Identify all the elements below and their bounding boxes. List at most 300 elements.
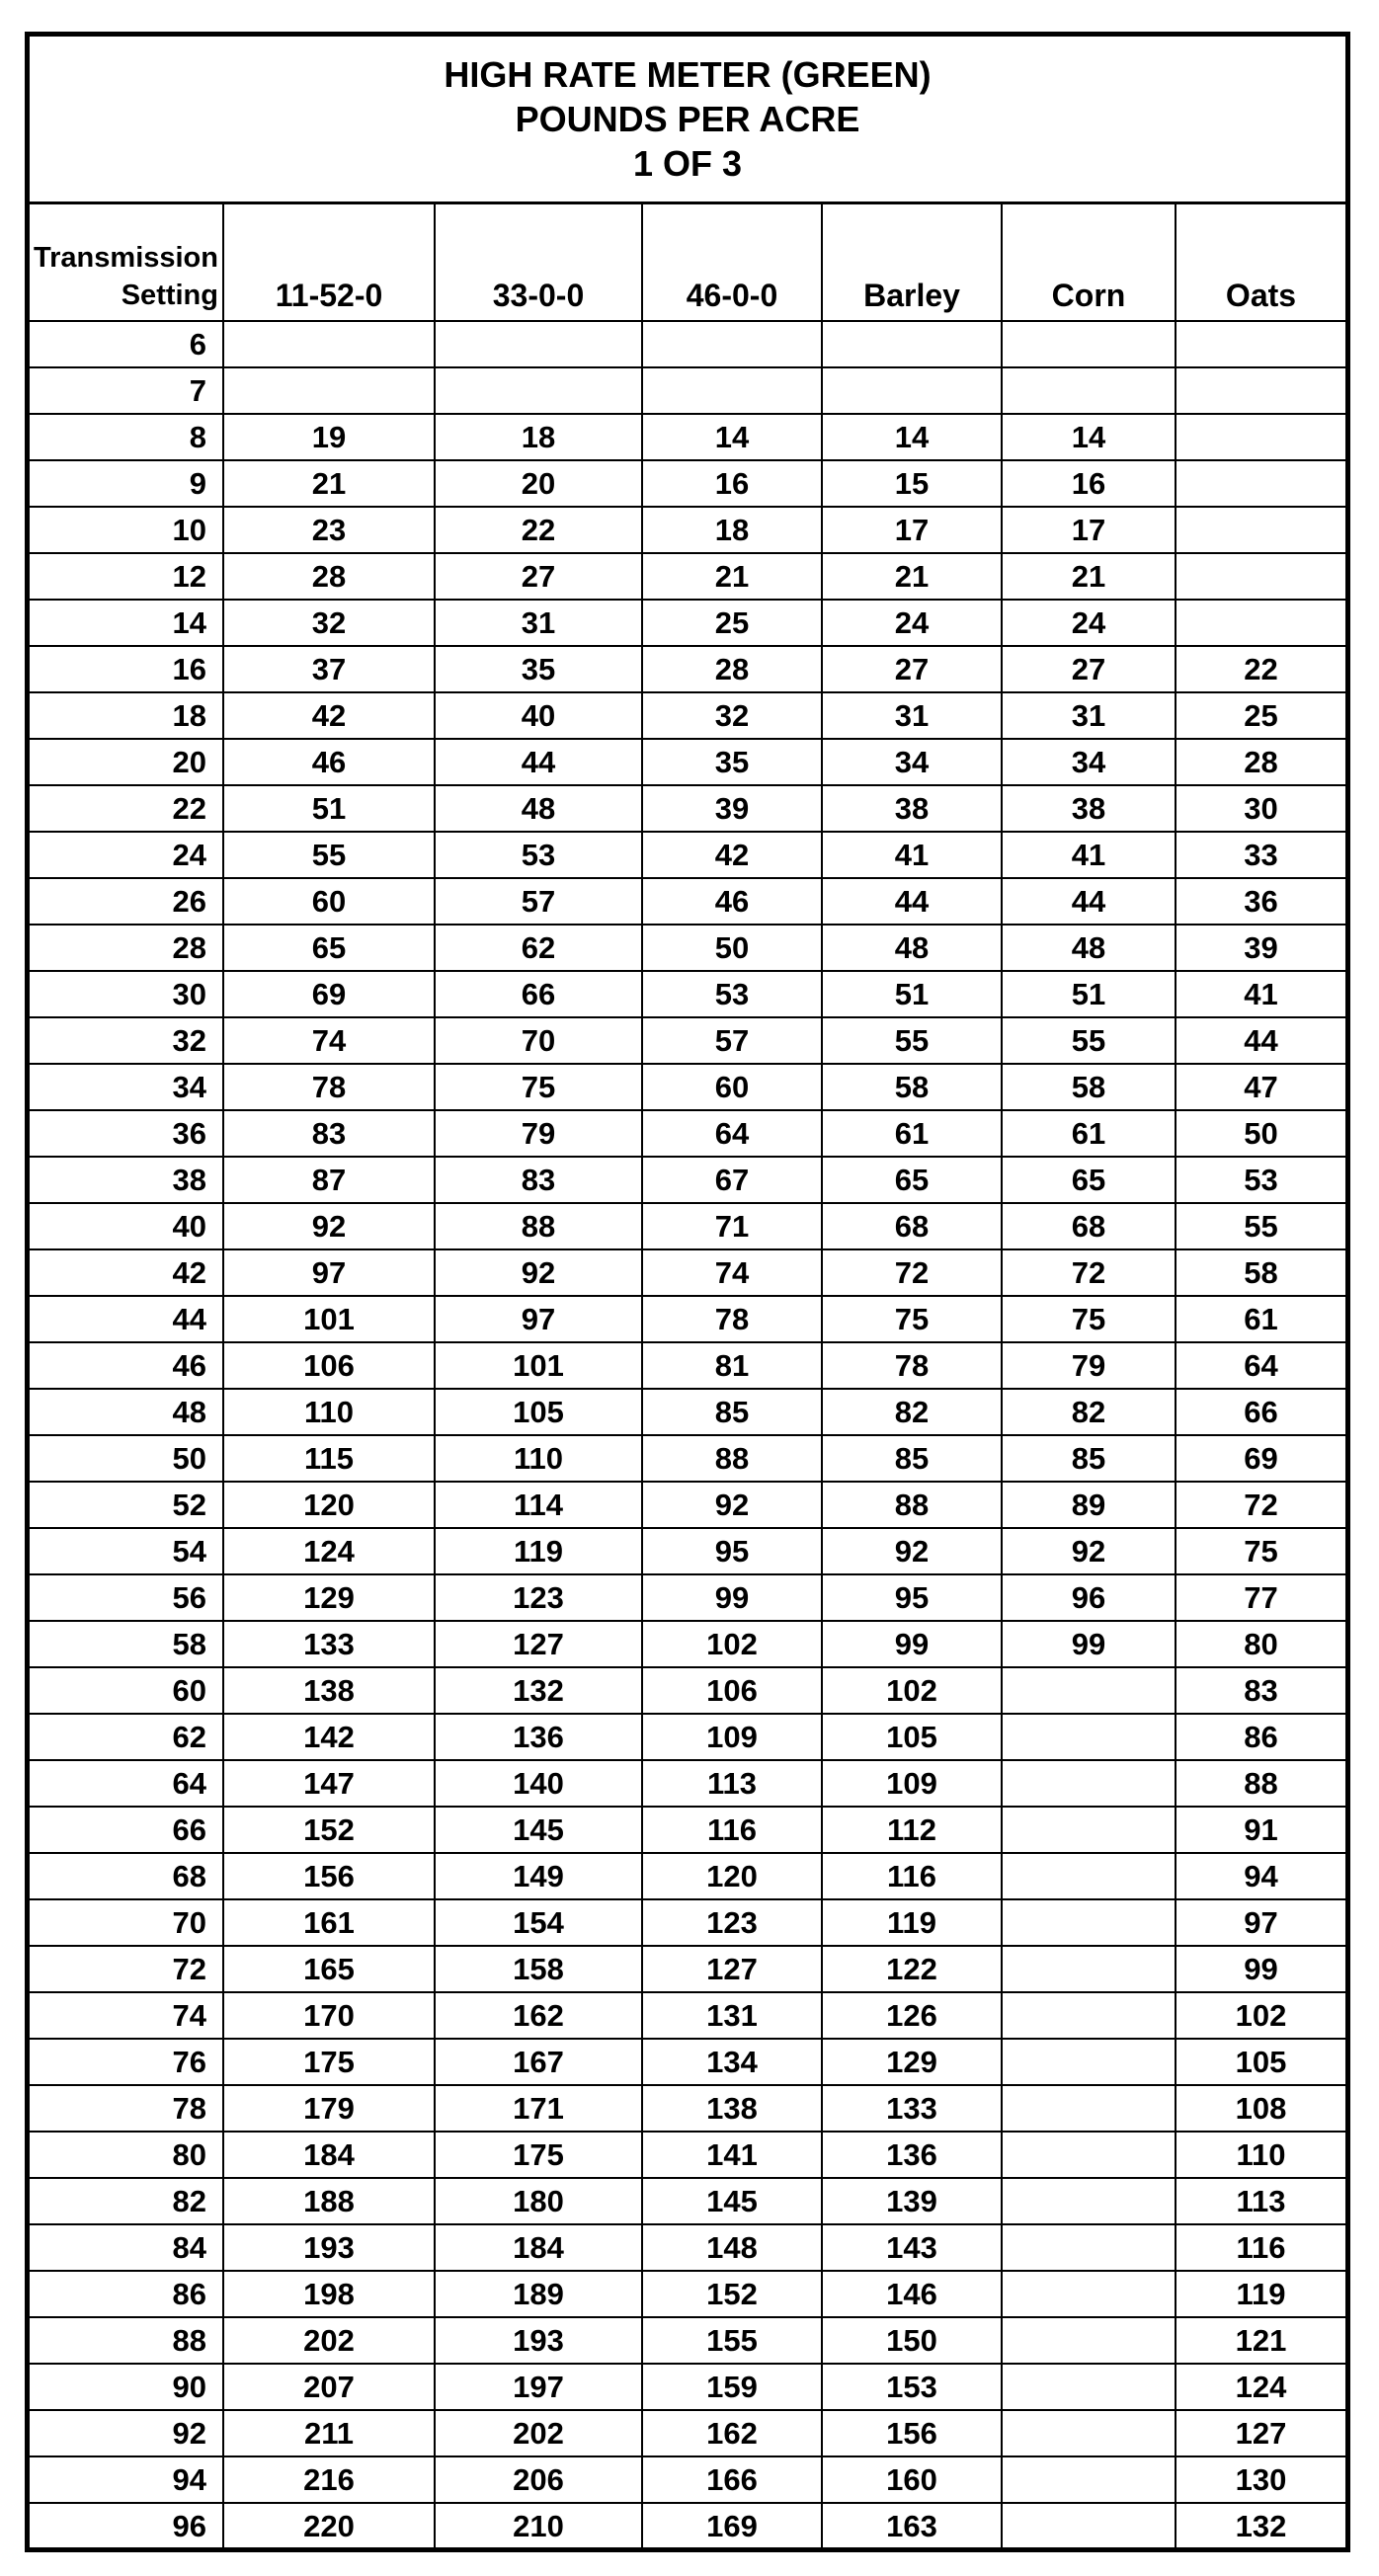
rate-cell: 148 <box>642 2224 822 2271</box>
rate-cell: 136 <box>822 2132 1002 2178</box>
rate-cell: 36 <box>1176 878 1345 925</box>
table-row <box>30 2271 1345 2317</box>
rate-cell: 75 <box>435 1064 642 1110</box>
rate-cell: 58 <box>1002 1064 1176 1110</box>
rate-cell: 65 <box>822 1157 1002 1203</box>
table-row <box>30 1807 1345 1853</box>
rate-cell: 65 <box>1002 1157 1176 1203</box>
transmission-setting-cell: 46 <box>30 1342 223 1389</box>
rate-cell <box>1002 1992 1176 2039</box>
rate-cell: 113 <box>642 1760 822 1807</box>
transmission-setting-cell: 58 <box>30 1621 223 1667</box>
table-row <box>30 2178 1345 2224</box>
rate-cell: 102 <box>822 1667 1002 1714</box>
rate-cell: 65 <box>223 925 435 971</box>
rate-cell: 193 <box>435 2317 642 2364</box>
rate-cell <box>1002 2364 1176 2410</box>
rate-cell <box>1002 2456 1176 2503</box>
rate-cell: 42 <box>642 832 822 878</box>
rate-cell: 101 <box>223 1296 435 1342</box>
rate-cell: 15 <box>822 460 1002 507</box>
table-row <box>30 414 1345 460</box>
table-row <box>30 2503 1345 2548</box>
rate-cell <box>1002 2085 1176 2132</box>
rate-cell: 106 <box>223 1342 435 1389</box>
table-row <box>30 2317 1345 2364</box>
rate-cell: 14 <box>822 414 1002 460</box>
rate-cell: 87 <box>223 1157 435 1203</box>
rate-cell: 48 <box>435 785 642 832</box>
rate-cell: 152 <box>223 1807 435 1853</box>
rate-cell <box>1002 2224 1176 2271</box>
rate-cell: 71 <box>642 1203 822 1249</box>
rate-cell: 79 <box>435 1110 642 1157</box>
rate-cell <box>1176 321 1345 367</box>
rate-cell: 14 <box>642 414 822 460</box>
rate-cell: 50 <box>642 925 822 971</box>
rate-cell: 92 <box>223 1203 435 1249</box>
rate-chart <box>25 32 1350 2552</box>
table-row <box>30 1017 1345 1064</box>
rate-cell: 18 <box>435 414 642 460</box>
rate-cell: 58 <box>822 1064 1002 1110</box>
rate-cell: 83 <box>1176 1667 1345 1714</box>
rate-cell: 23 <box>223 507 435 553</box>
rate-cell <box>435 321 642 367</box>
rate-cell: 120 <box>642 1853 822 1899</box>
transmission-setting-cell: 24 <box>30 832 223 878</box>
rate-cell: 72 <box>822 1249 1002 1296</box>
transmission-setting-cell: 38 <box>30 1157 223 1203</box>
rate-cell: 95 <box>822 1574 1002 1621</box>
rate-cell: 72 <box>1176 1482 1345 1528</box>
table-row <box>30 1157 1345 1203</box>
rate-cell: 61 <box>1002 1110 1176 1157</box>
rate-cell: 44 <box>435 739 642 785</box>
transmission-setting-cell: 62 <box>30 1714 223 1760</box>
rate-cell: 88 <box>822 1482 1002 1528</box>
rate-cell: 24 <box>1002 600 1176 646</box>
rate-cell <box>1002 1807 1176 1853</box>
table-row <box>30 2085 1345 2132</box>
rate-cell: 25 <box>642 600 822 646</box>
rate-cell: 123 <box>642 1899 822 1946</box>
transmission-setting-cell: 50 <box>30 1435 223 1482</box>
rate-cell: 202 <box>223 2317 435 2364</box>
rate-cell: 193 <box>223 2224 435 2271</box>
rate-cell: 180 <box>435 2178 642 2224</box>
rate-cell: 75 <box>822 1296 1002 1342</box>
rate-cell: 133 <box>223 1621 435 1667</box>
transmission-setting-cell: 14 <box>30 600 223 646</box>
rate-cell: 19 <box>223 414 435 460</box>
rate-cell: 35 <box>435 646 642 692</box>
title-line-3: 1 OF 3 <box>632 143 743 184</box>
rate-cell: 211 <box>223 2410 435 2456</box>
rate-cell: 139 <box>822 2178 1002 2224</box>
transmission-setting-cell: 64 <box>30 1760 223 1807</box>
rate-cell <box>1002 1760 1176 1807</box>
rate-cell: 44 <box>1176 1017 1345 1064</box>
rate-cell: 114 <box>435 1482 642 1528</box>
rate-cell <box>435 367 642 414</box>
rate-cell <box>1002 2271 1176 2317</box>
rate-cell: 16 <box>642 460 822 507</box>
table-row <box>30 1946 1345 1992</box>
rate-cell: 105 <box>1176 2039 1345 2085</box>
rate-cell: 42 <box>223 692 435 739</box>
rate-cell: 21 <box>223 460 435 507</box>
rate-table <box>30 204 1345 2548</box>
rate-cell: 158 <box>435 1946 642 1992</box>
rate-cell: 142 <box>223 1714 435 1760</box>
rate-cell: 78 <box>642 1296 822 1342</box>
rate-cell: 184 <box>223 2132 435 2178</box>
transmission-setting-cell: 88 <box>30 2317 223 2364</box>
rate-cell: 30 <box>1176 785 1345 832</box>
rate-cell: 156 <box>822 2410 1002 2456</box>
rate-cell: 44 <box>822 878 1002 925</box>
rate-cell: 92 <box>822 1528 1002 1574</box>
transmission-setting-cell: 12 <box>30 553 223 600</box>
rate-cell: 86 <box>1176 1714 1345 1760</box>
table-row <box>30 2456 1345 2503</box>
transmission-setting-cell: 32 <box>30 1017 223 1064</box>
header-first-line-2: Setting <box>121 280 218 311</box>
rate-cell: 99 <box>822 1621 1002 1667</box>
rate-cell <box>642 321 822 367</box>
rate-cell: 69 <box>223 971 435 1017</box>
rate-cell: 120 <box>223 1482 435 1528</box>
table-row <box>30 1992 1345 2039</box>
transmission-setting-cell: 18 <box>30 692 223 739</box>
rate-cell: 21 <box>1002 553 1176 600</box>
table-row <box>30 1064 1345 1110</box>
rate-cell: 85 <box>822 1435 1002 1482</box>
rate-cell: 83 <box>223 1110 435 1157</box>
transmission-setting-cell: 22 <box>30 785 223 832</box>
rate-cell: 22 <box>435 507 642 553</box>
rate-cell <box>1176 553 1345 600</box>
rate-cell: 160 <box>822 2456 1002 2503</box>
rate-cell: 68 <box>822 1203 1002 1249</box>
rate-cell: 57 <box>435 878 642 925</box>
rate-cell: 92 <box>642 1482 822 1528</box>
rate-cell: 37 <box>223 646 435 692</box>
rate-cell: 64 <box>642 1110 822 1157</box>
rate-cell: 14 <box>1002 414 1176 460</box>
rate-cell <box>822 367 1002 414</box>
transmission-setting-cell: 6 <box>30 321 223 367</box>
rate-cell: 79 <box>1002 1342 1176 1389</box>
transmission-setting-cell: 26 <box>30 878 223 925</box>
rate-cell: 22 <box>1176 646 1345 692</box>
transmission-setting-cell: 78 <box>30 2085 223 2132</box>
table-row <box>30 553 1345 600</box>
rate-cell: 110 <box>1176 2132 1345 2178</box>
rate-cell: 110 <box>435 1435 642 1482</box>
rate-cell: 51 <box>223 785 435 832</box>
rate-cell <box>1002 1853 1176 1899</box>
table-row <box>30 1342 1345 1389</box>
rate-cell: 101 <box>435 1342 642 1389</box>
rate-cell: 48 <box>822 925 1002 971</box>
rate-cell: 81 <box>642 1342 822 1389</box>
transmission-setting-cell: 70 <box>30 1899 223 1946</box>
rate-cell <box>822 321 1002 367</box>
table-row <box>30 1899 1345 1946</box>
rate-cell: 41 <box>1176 971 1345 1017</box>
rate-cell: 105 <box>435 1389 642 1435</box>
rate-cell: 110 <box>223 1389 435 1435</box>
table-row <box>30 692 1345 739</box>
transmission-setting-cell: 42 <box>30 1249 223 1296</box>
rate-cell: 28 <box>1176 739 1345 785</box>
rate-cell: 136 <box>435 1714 642 1760</box>
rate-cell: 60 <box>642 1064 822 1110</box>
transmission-setting-cell: 84 <box>30 2224 223 2271</box>
table-row <box>30 1528 1345 1574</box>
table-row <box>30 1110 1345 1157</box>
rate-cell: 130 <box>1176 2456 1345 2503</box>
rate-cell: 83 <box>435 1157 642 1203</box>
rate-cell: 53 <box>642 971 822 1017</box>
rate-cell: 97 <box>1176 1899 1345 1946</box>
table-row <box>30 600 1345 646</box>
table-row <box>30 2132 1345 2178</box>
rate-cell <box>1002 367 1176 414</box>
rate-cell: 129 <box>223 1574 435 1621</box>
rate-cell: 134 <box>642 2039 822 2085</box>
rate-cell: 119 <box>822 1899 1002 1946</box>
transmission-setting-cell: 8 <box>30 414 223 460</box>
rate-cell: 102 <box>642 1621 822 1667</box>
rate-cell: 31 <box>822 692 1002 739</box>
rate-cell <box>1002 321 1176 367</box>
rate-cell: 88 <box>1176 1760 1345 1807</box>
table-row <box>30 2039 1345 2085</box>
rate-cell: 189 <box>435 2271 642 2317</box>
rate-cell: 39 <box>1176 925 1345 971</box>
rate-cell: 153 <box>822 2364 1002 2410</box>
rate-cell: 82 <box>822 1389 1002 1435</box>
rate-cell: 97 <box>223 1249 435 1296</box>
rate-cell: 55 <box>223 832 435 878</box>
rate-cell: 51 <box>1002 971 1176 1017</box>
rate-cell: 92 <box>435 1249 642 1296</box>
transmission-setting-cell: 94 <box>30 2456 223 2503</box>
rate-cell <box>1002 2410 1176 2456</box>
rate-cell: 55 <box>1176 1203 1345 1249</box>
rate-cell: 121 <box>1176 2317 1345 2364</box>
rate-cell: 78 <box>223 1064 435 1110</box>
rate-cell: 31 <box>1002 692 1176 739</box>
table-row <box>30 507 1345 553</box>
rate-cell: 210 <box>435 2503 642 2548</box>
rate-cell: 179 <box>223 2085 435 2132</box>
rate-cell: 74 <box>642 1249 822 1296</box>
transmission-setting-cell: 36 <box>30 1110 223 1157</box>
rate-cell: 206 <box>435 2456 642 2503</box>
rate-cell: 40 <box>435 692 642 739</box>
rate-cell: 127 <box>1176 2410 1345 2456</box>
rate-cell: 175 <box>223 2039 435 2085</box>
rate-cell: 88 <box>642 1435 822 1482</box>
rate-cell: 115 <box>223 1435 435 1482</box>
rate-cell: 44 <box>1002 878 1176 925</box>
chart-title <box>30 37 1345 204</box>
transmission-setting-cell: 9 <box>30 460 223 507</box>
table-row <box>30 1667 1345 1714</box>
rate-cell <box>1176 460 1345 507</box>
rate-cell: 113 <box>1176 2178 1345 2224</box>
transmission-setting-cell: 16 <box>30 646 223 692</box>
rate-cell: 154 <box>435 1899 642 1946</box>
table-row <box>30 321 1345 367</box>
rate-cell: 167 <box>435 2039 642 2085</box>
header-oats: Oats <box>1176 204 1345 321</box>
rate-cell: 162 <box>642 2410 822 2456</box>
rate-cell: 38 <box>822 785 1002 832</box>
transmission-setting-cell: 86 <box>30 2271 223 2317</box>
rate-cell: 207 <box>223 2364 435 2410</box>
rate-cell: 85 <box>642 1389 822 1435</box>
rate-cell: 133 <box>822 2085 1002 2132</box>
rate-cell <box>642 367 822 414</box>
rate-cell: 124 <box>1176 2364 1345 2410</box>
transmission-setting-cell: 68 <box>30 1853 223 1899</box>
rate-cell: 41 <box>1002 832 1176 878</box>
rate-cell: 116 <box>822 1853 1002 1899</box>
rate-cell: 127 <box>435 1621 642 1667</box>
rate-cell: 72 <box>1002 1249 1176 1296</box>
transmission-setting-cell: 34 <box>30 1064 223 1110</box>
transmission-setting-cell: 7 <box>30 367 223 414</box>
rate-cell: 119 <box>1176 2271 1345 2317</box>
table-row <box>30 1435 1345 1482</box>
rate-cell: 106 <box>642 1667 822 1714</box>
rate-cell: 58 <box>1176 1249 1345 1296</box>
rate-cell <box>1002 1667 1176 1714</box>
rate-cell: 97 <box>435 1296 642 1342</box>
rate-cell: 24 <box>822 600 1002 646</box>
rate-cell: 99 <box>642 1574 822 1621</box>
rate-cell: 75 <box>1002 1296 1176 1342</box>
transmission-setting-cell: 20 <box>30 739 223 785</box>
transmission-setting-cell: 60 <box>30 1667 223 1714</box>
rate-cell: 94 <box>1176 1853 1345 1899</box>
transmission-setting-cell: 48 <box>30 1389 223 1435</box>
rate-cell: 46 <box>642 878 822 925</box>
transmission-setting-cell: 66 <box>30 1807 223 1853</box>
rate-cell: 21 <box>642 553 822 600</box>
rate-cell: 108 <box>1176 2085 1345 2132</box>
rate-cell: 95 <box>642 1528 822 1574</box>
rate-cell: 18 <box>642 507 822 553</box>
rate-cell: 152 <box>642 2271 822 2317</box>
rate-cell: 55 <box>822 1017 1002 1064</box>
rate-cell: 33 <box>1176 832 1345 878</box>
table-row <box>30 2410 1345 2456</box>
table-row <box>30 971 1345 1017</box>
rate-cell <box>1002 2178 1176 2224</box>
transmission-setting-cell: 30 <box>30 971 223 1017</box>
rate-cell: 20 <box>435 460 642 507</box>
rate-cell: 171 <box>435 2085 642 2132</box>
table-row <box>30 1249 1345 1296</box>
rate-cell: 220 <box>223 2503 435 2548</box>
rate-cell: 69 <box>1176 1435 1345 1482</box>
header-first-line-1: Transmission <box>34 242 218 274</box>
rate-cell: 132 <box>1176 2503 1345 2548</box>
rate-cell <box>1002 1714 1176 1760</box>
rate-cell: 138 <box>642 2085 822 2132</box>
rate-cell: 156 <box>223 1853 435 1899</box>
rate-cell: 21 <box>822 553 1002 600</box>
rate-cell: 159 <box>642 2364 822 2410</box>
rate-cell: 116 <box>1176 2224 1345 2271</box>
rate-cell: 66 <box>1176 1389 1345 1435</box>
rate-cell: 147 <box>223 1760 435 1807</box>
rate-cell: 17 <box>1002 507 1176 553</box>
transmission-setting-cell: 82 <box>30 2178 223 2224</box>
rate-cell: 188 <box>223 2178 435 2224</box>
rate-cell: 57 <box>642 1017 822 1064</box>
header-barley: Barley <box>822 204 1002 321</box>
rate-cell <box>1002 2039 1176 2085</box>
rate-cell <box>223 321 435 367</box>
transmission-setting-cell: 72 <box>30 1946 223 1992</box>
header-corn: Corn <box>1002 204 1176 321</box>
rate-cell: 165 <box>223 1946 435 1992</box>
rate-cell: 99 <box>1176 1946 1345 1992</box>
rate-cell: 155 <box>642 2317 822 2364</box>
rate-cell <box>1176 507 1345 553</box>
rate-cell: 202 <box>435 2410 642 2456</box>
rate-cell: 46 <box>223 739 435 785</box>
rate-cell: 75 <box>1176 1528 1345 1574</box>
rate-cell: 27 <box>435 553 642 600</box>
rate-cell: 28 <box>642 646 822 692</box>
title-line-2: POUNDS PER ACRE <box>515 99 860 139</box>
table-row <box>30 832 1345 878</box>
rate-cell: 25 <box>1176 692 1345 739</box>
table-row <box>30 2224 1345 2271</box>
rate-cell: 62 <box>435 925 642 971</box>
table-row <box>30 646 1345 692</box>
rate-cell: 132 <box>435 1667 642 1714</box>
transmission-setting-cell: 52 <box>30 1482 223 1528</box>
transmission-setting-cell: 54 <box>30 1528 223 1574</box>
rate-cell: 48 <box>1002 925 1176 971</box>
rate-cell: 38 <box>1002 785 1176 832</box>
table-row <box>30 1760 1345 1807</box>
rate-cell: 140 <box>435 1760 642 1807</box>
transmission-setting-cell: 92 <box>30 2410 223 2456</box>
rate-cell: 51 <box>822 971 1002 1017</box>
rate-cell: 32 <box>642 692 822 739</box>
rate-cell <box>1176 367 1345 414</box>
rate-cell: 50 <box>1176 1110 1345 1157</box>
rate-cell: 170 <box>223 1992 435 2039</box>
rate-cell: 163 <box>822 2503 1002 2548</box>
rate-cell: 145 <box>435 1807 642 1853</box>
rate-cell: 105 <box>822 1714 1002 1760</box>
table-row <box>30 2364 1345 2410</box>
rate-cell: 124 <box>223 1528 435 1574</box>
rate-cell: 74 <box>223 1017 435 1064</box>
rate-cell: 143 <box>822 2224 1002 2271</box>
